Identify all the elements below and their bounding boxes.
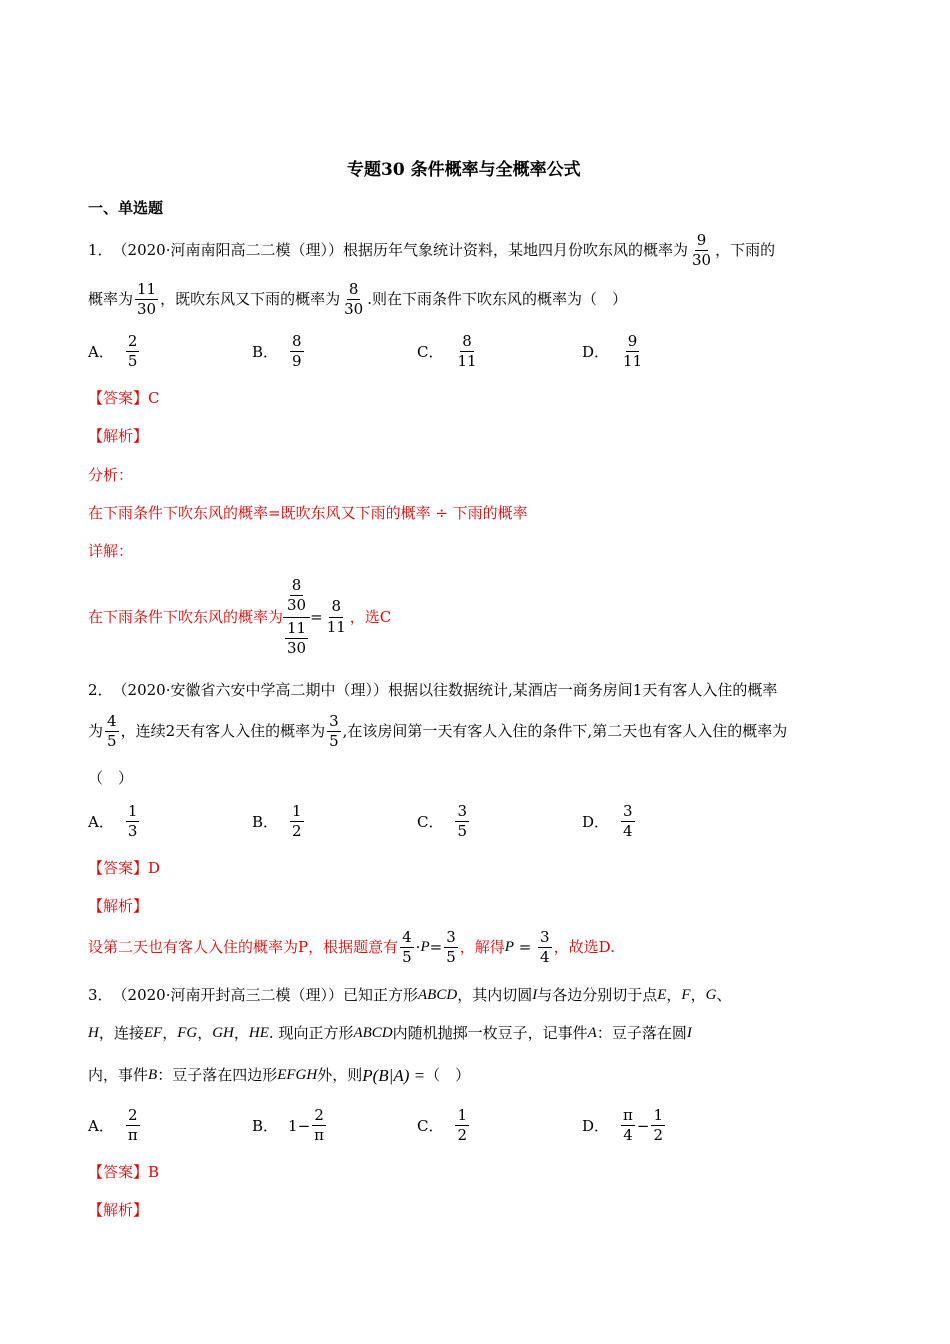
q1-source: （2020·河南南阳高二二模（理）） xyxy=(112,241,343,260)
q2-sol-p: P xyxy=(420,939,430,956)
q3-l1-i: I xyxy=(532,987,538,1003)
q1-fraction-3: $\frac{8}{30}$ xyxy=(344,280,364,319)
q2-fraction-1: $\frac{4}{5}$ xyxy=(107,712,117,751)
q1-detail-eq: = xyxy=(310,607,323,626)
q3-answer: 【答案】B xyxy=(88,1163,160,1181)
q3-l1-e: E xyxy=(657,987,667,1003)
q1-xiangjie: 详解： xyxy=(88,542,134,560)
section-heading: 一、单选题 xyxy=(88,199,164,217)
q3-l1-sep-1: ， xyxy=(666,986,682,1004)
q2-sol-c: ，故选D. xyxy=(553,938,615,957)
q3-line-3 xyxy=(88,1067,470,1084)
q2-sol-p2: P xyxy=(504,939,514,956)
q2-sol-fraction-3: $\frac{3}{4}$ xyxy=(540,928,550,967)
q3-l1-text-a: 已知正方形 xyxy=(343,986,419,1004)
q1-text-a: 根据历年气象统计资料，某地四月份吹东风的概率为 xyxy=(343,241,689,260)
q3-l2-sep-1: ， xyxy=(162,1024,178,1042)
q1-fraction-2: $\frac{11}{30}$ xyxy=(137,280,157,319)
q3-l2-ef: EF xyxy=(143,1025,163,1041)
q3-source: （2020·河南开封高三二模（理）） xyxy=(112,986,343,1004)
q3-line-2 xyxy=(88,1026,692,1041)
q1-text-d: ，既吹东风又下雨的概率为 xyxy=(160,290,341,309)
q3-l2-text-d: ：豆子落在圆 xyxy=(596,1024,687,1042)
q3-l2-abcd: ABCD xyxy=(353,1025,393,1041)
q3-l2-text-a: ，连接 xyxy=(98,1024,144,1042)
page-title: 专题30 条件概率与全概率公式 xyxy=(347,160,581,180)
q2-option-b: B． $\frac{1}{2}$ xyxy=(252,802,302,841)
q3-l1-sep-2: ， xyxy=(690,986,706,1004)
q2-text-a: 根据以往数据统计,某酒店一商务房间1天有客人入住的概率 xyxy=(388,681,778,699)
q3-option-c: C． $\frac{1}{2}$ xyxy=(417,1106,468,1145)
q2-line-1 xyxy=(88,683,777,698)
q3-number: 3． xyxy=(88,986,113,1004)
q3-l2-event-a: A xyxy=(587,1025,597,1041)
q3-option-b: B． 1− $\frac{2}{\pi}$ xyxy=(252,1106,325,1145)
q3-option-d: D． $\frac{\pi}{4}$ − $\frac{1}{2}$ xyxy=(582,1106,664,1145)
q1-rule: 在下雨条件下吹东风的概率=既吹东风又下雨的概率 ÷ 下雨的概率 xyxy=(88,504,528,522)
q2-source: （2020·安徽省六安中学高二期中（理）） xyxy=(112,681,388,699)
q2-sol-a: 设第二天也有客人入住的概率为P，根据题意有 xyxy=(88,938,399,957)
q3-l2-fg: FG xyxy=(177,1025,198,1041)
q2-text-e: （ ） xyxy=(88,769,134,787)
q1-detail xyxy=(88,577,391,657)
q3-l2-text-c: 内随机抛掷一枚豆子，记事件 xyxy=(392,1024,588,1042)
q2-option-d: D． $\frac{3}{4}$ xyxy=(582,802,633,841)
q2-line-2 xyxy=(88,713,787,751)
q3-l3-efgh: EFGH xyxy=(277,1067,318,1083)
q3-l1-g: G xyxy=(705,987,717,1003)
q1-text-e: .则在下雨条件下吹东风的概率为（ ） xyxy=(367,290,627,309)
q3-l3-conditional-prob: P(B|A) = xyxy=(362,1066,426,1085)
q3-option-a: A． $\frac{2}{\pi}$ xyxy=(88,1106,138,1145)
q1-number: 1． xyxy=(88,241,113,260)
q3-l3-event-b: B xyxy=(148,1067,158,1083)
q2-sol-dot: · xyxy=(415,938,421,957)
q1-detail-suffix: ，选C xyxy=(349,607,392,626)
q1-text-b: ，下雨的 xyxy=(715,241,776,260)
q1-analysis-label: 【解析】 xyxy=(88,427,149,445)
q1-line-1 xyxy=(88,232,775,270)
q1-detail-result: $\frac{8}{11}$ xyxy=(326,597,346,636)
q2-analysis-label: 【解析】 xyxy=(88,897,149,915)
q3-l3-text-e: （ ） xyxy=(425,1066,471,1084)
q3-l1-text-c: 与各边分别切于点 xyxy=(537,986,658,1004)
q3-l3-text-c: ：豆子落在四边形 xyxy=(157,1066,278,1084)
q1-answer: 【答案】C xyxy=(88,389,160,407)
q1-text-c: 概率为 xyxy=(88,290,134,309)
q3-l2-i: I xyxy=(686,1025,692,1041)
q2-text-c: ，连续2天有客人入住的概率为 xyxy=(120,722,326,741)
q1-detail-compound-fraction: $\frac{\frac{8}{30}}{\frac{11}{30}}$ xyxy=(283,577,310,657)
q2-option-a: A． $\frac{1}{3}$ xyxy=(88,802,138,841)
q1-option-a: A． $\frac{2}{5}$ xyxy=(88,332,138,371)
q2-fraction-2: $\frac{3}{5}$ xyxy=(329,712,339,751)
q3-l1-abcd: ABCD xyxy=(418,987,458,1003)
q3-l2-text-b: . 现向正方形 xyxy=(268,1024,354,1042)
q2-option-c: C． $\frac{3}{5}$ xyxy=(417,802,468,841)
q1-fenxi: 分析： xyxy=(88,466,134,484)
q1-detail-prefix: 在下雨条件下吹东风的概率为 xyxy=(88,607,284,626)
q3-l1-f: F xyxy=(681,987,691,1003)
q3-analysis-label: 【解析】 xyxy=(88,1201,149,1219)
q1-fraction-1: $\frac{9}{30}$ xyxy=(692,231,712,270)
q3-l2-h: H xyxy=(88,1025,99,1041)
q2-sol-fraction-2: $\frac{3}{5}$ xyxy=(446,928,456,967)
q2-number: 2． xyxy=(88,681,113,699)
q2-text-b: 为 xyxy=(88,722,104,741)
q1-line-2 xyxy=(88,281,627,319)
q2-sol-eq2: = xyxy=(513,938,537,957)
q3-l2-gh: GH xyxy=(212,1025,234,1041)
q1-option-d: D． $\frac{9}{11}$ xyxy=(582,332,643,371)
q2-answer: 【答案】D xyxy=(88,859,161,877)
q2-text-d: ,在该房间第一天有客人入住的条件下,第二天也有客人入住的概率为 xyxy=(342,722,788,741)
q2-sol-b: ，解得 xyxy=(459,938,505,957)
q3-l2-sep-3: ， xyxy=(233,1024,249,1042)
q2-solution xyxy=(88,929,615,967)
q1-option-b: B． $\frac{8}{9}$ xyxy=(252,332,302,371)
q3-line-1 xyxy=(88,988,731,1003)
q3-l3-text-a: 内，事件 xyxy=(88,1066,149,1084)
q3-l2-he: HE xyxy=(248,1025,269,1041)
q2-sol-fraction-1: $\frac{4}{5}$ xyxy=(402,928,412,967)
q3-l1-sep-3: 、 xyxy=(716,986,732,1004)
q3-l3-text-d: 外，则 xyxy=(317,1066,363,1084)
q3-l1-text-b: ，其内切圆 xyxy=(457,986,533,1004)
q1-option-c: C． $\frac{8}{11}$ xyxy=(417,332,477,371)
q3-l2-sep-2: ， xyxy=(197,1024,213,1042)
q2-sol-eq: = xyxy=(429,938,443,957)
